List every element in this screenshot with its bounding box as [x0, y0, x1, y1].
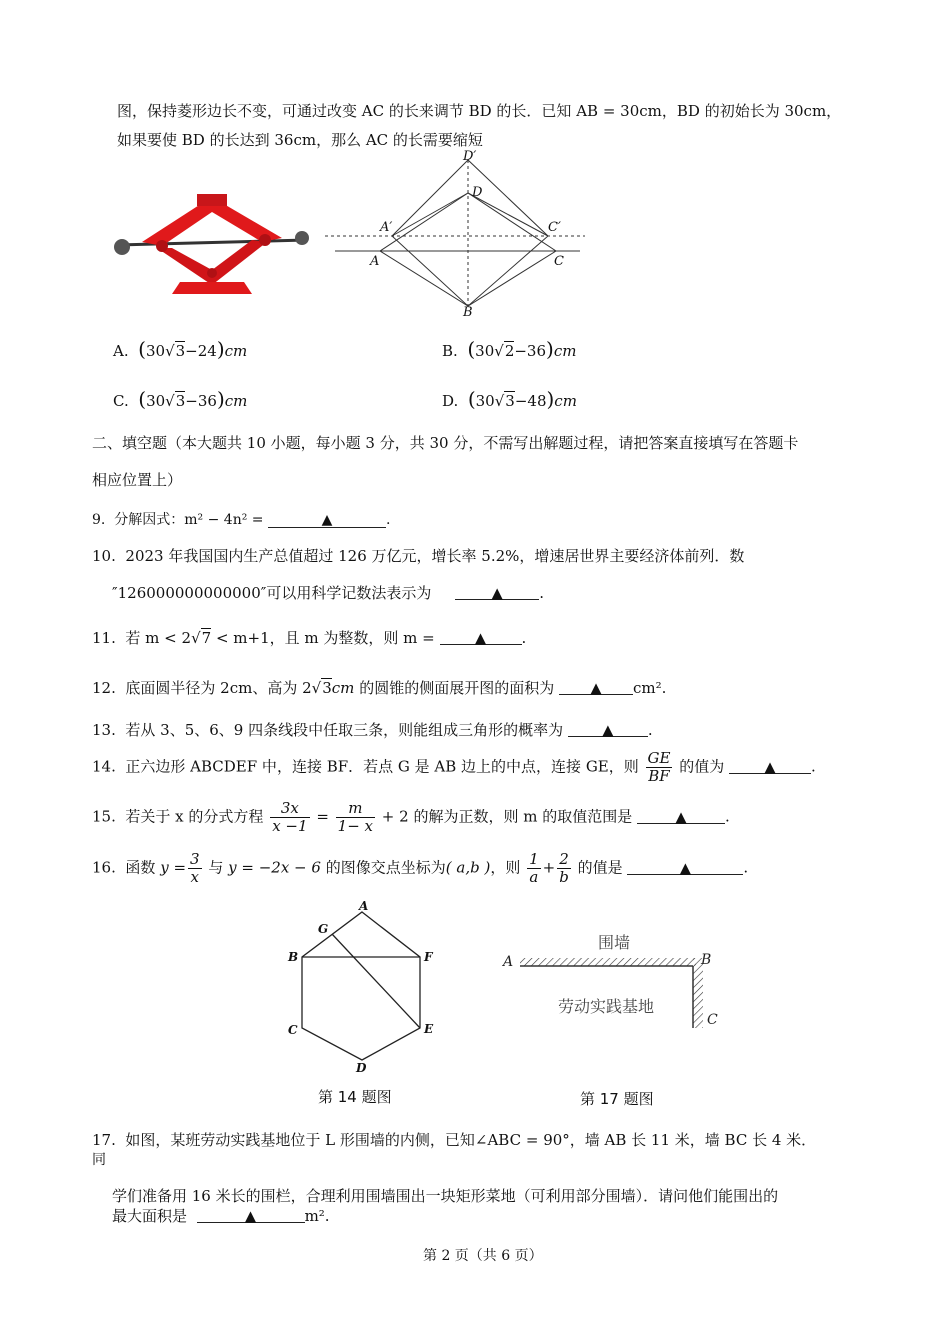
answer-blank-11[interactable] [440, 629, 522, 645]
hexagon-figure [282, 900, 442, 1075]
hex-label-a: A [359, 900, 369, 913]
answer-blank-12[interactable] [559, 679, 633, 695]
question-17-line3: 最大面积是 ▲ m². [112, 1207, 330, 1225]
hex-label-f: F [424, 950, 433, 964]
wall-text: 围墙 [598, 933, 631, 952]
label-b: B [463, 305, 473, 320]
option-b[interactable]: B. (30√2−36)cm [442, 337, 577, 361]
label-a: A [370, 254, 380, 269]
triangle-marker-icon: ▲ [602, 721, 614, 739]
hex-label-b: B [288, 950, 299, 964]
triangle-marker-icon: ▲ [590, 679, 602, 697]
triangle-marker-icon: ▲ [675, 807, 687, 826]
answer-blank-17[interactable] [197, 1207, 305, 1223]
question-10-line1: 10. 2023 年我国国内生产总值超过 126 万亿元，增长率 5.2%，增速居世界主要经济体前列．数 [92, 547, 745, 565]
triangle-marker-icon: ▲ [491, 584, 503, 602]
figure-17-caption: 第 17 题图 [580, 1090, 654, 1108]
triangle-marker-icon: ▲ [321, 512, 333, 528]
question-17-line1: 17. 如图，某班劳动实践基地位于 L 形围墙的内侧，已知∠ABC = 90°，墙 AB 长 11 米，墙 BC 长 4 米． [92, 1131, 817, 1149]
answer-blank-13[interactable] [568, 721, 648, 737]
option-c[interactable]: C. (30√3−36)cm [113, 387, 248, 411]
figure-14-caption: 第 14 题图 [318, 1088, 392, 1106]
wall-label-a: A [503, 954, 514, 970]
q8-line1: 图，保持菱形边长不变，可通过改变 AC 的长来调节 BD 的长．已知 AB = 30cm，BD 的初始长为 30cm， [117, 102, 842, 120]
wall-label-b: B [701, 952, 712, 968]
q8-line2: 如果要使 BD 的长达到 36cm，那么 AC 的长需要缩短 [117, 131, 483, 149]
hex-label-d: D [356, 1061, 367, 1075]
option-d[interactable]: D. (30√3−48)cm [442, 387, 577, 411]
rhombus-diagram [320, 148, 590, 320]
answer-blank-14[interactable] [729, 758, 811, 774]
question-11: 11. 若 m < 2√7 < m+1，且 m 为整数，则 m = ▲ . [92, 629, 527, 647]
question-17-line2: 学们准备用 16 米长的围栏，合理利用围墙围出一块矩形菜地（可利用部分围墙）．请问他们能围出的 [112, 1187, 779, 1205]
car-jack-image [112, 190, 312, 300]
triangle-marker-icon: ▲ [764, 757, 776, 776]
question-16: 16. 函数 y = $\frac{3}{x}$ 与 y = −2x − 6 的图像交点坐标为( a,b )，则 $\frac{1}{a}$ + $\frac{2}{b}$ 的值是 ▲ . [92, 850, 749, 886]
section-2-line2: 相应位置上） [92, 471, 183, 489]
triangle-marker-icon: ▲ [474, 629, 487, 647]
triangle-marker-icon: ▲ [679, 858, 692, 877]
answer-blank-10[interactable] [455, 584, 539, 600]
option-a[interactable]: A. (30√3−24)cm [113, 337, 248, 361]
question-9: 9. 分解因式：m² − 4n² = ▲ . [92, 512, 391, 528]
hex-label-g: G [318, 922, 329, 936]
hex-label-c: C [288, 1023, 298, 1037]
question-17-line1b: 同 [92, 1152, 106, 1168]
question-15: 15. 若关于 x 的分式方程 $\frac{3x}{x -1}$ = $\frac{m}{1- x}$ + 2 的解为正数，则 m 的取值范围是 ▲ . [92, 799, 730, 835]
question-10-line2: ″126000000000000″可以用科学记数法表示为 ▲ . [112, 584, 544, 602]
hex-label-e: E [424, 1022, 434, 1036]
label-c: C [554, 254, 564, 269]
answer-blank-15[interactable] [637, 808, 725, 824]
triangle-marker-icon: ▲ [244, 1207, 257, 1225]
label-d: D [472, 185, 483, 200]
label-a-prime: A′ [380, 220, 393, 235]
question-12: 12. 底面圆半径为 2cm、高为 2√3cm 的圆锥的侧面展开图的面积为 ▲ cm². [92, 679, 667, 697]
section-2-line1: 二、填空题（本大题共 10 小题，每小题 3 分，共 30 分，不需写出解题过程，请把答案直接填写在答题卡 [92, 434, 799, 452]
answer-blank-16[interactable] [627, 859, 743, 875]
answer-blank-9[interactable] [268, 512, 386, 528]
label-c-prime: C′ [548, 220, 561, 235]
question-13: 13. 若从 3、5、6、9 四条线段中任取三条，则能组成三角形的概率为 ▲ . [92, 721, 653, 739]
base-text: 劳动实践基地 [558, 997, 655, 1016]
page-footer: 第 2 页（共 6 页） [423, 1248, 543, 1264]
wall-label-c: C [707, 1012, 718, 1028]
label-d-prime: D′ [463, 149, 477, 164]
l-wall-figure [498, 928, 728, 1040]
question-14: 14. 正六边形 ABCDEF 中，连接 BF．若点 G 是 AB 边上的中点，连接 GE，则 $\frac{GE}{BF}$ 的值为 ▲ . [92, 749, 816, 785]
